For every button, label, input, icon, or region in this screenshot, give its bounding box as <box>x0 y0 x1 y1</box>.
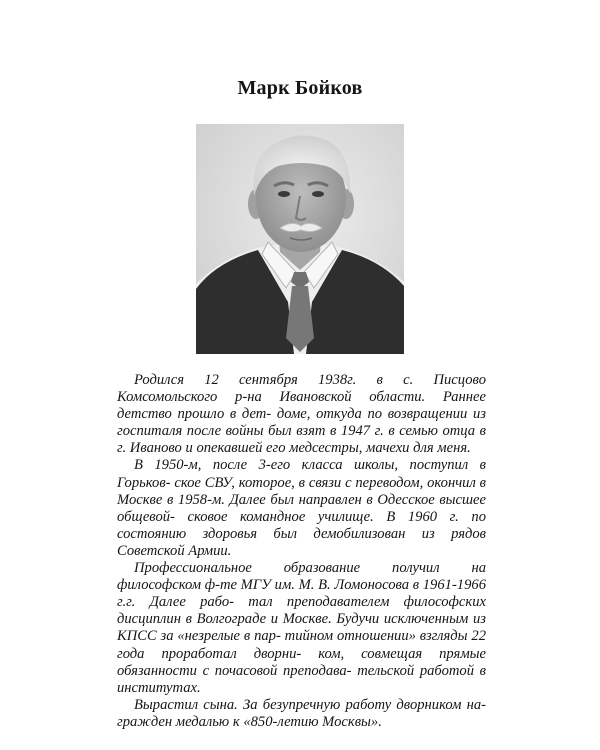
bio-paragraph: В 1950-м, после 3-его класса школы, поступил в Горьков- ское СВУ, которое, в связи с переводом, окончил в Москве в 1958-м. Далее был направлен в Одесское высшее общевой- сковое командное училище. В 1960 г. по состоянию здоровья был демобилизован из рядов Советской Армии. <box>117 457 486 559</box>
portrait-photo <box>196 124 404 354</box>
biography-text <box>117 372 486 731</box>
bio-paragraph: Родился 12 сентября 1938г. в с. Писцово Комсомольского р-на Ивановской области. Раннее детство прошло в дет- доме, откуда по возвращении из госпиталя после войны был взят в 1947 г. в семью отца в г. Иваново и опекавшей его медсестры, мачехи для меня. <box>117 372 486 457</box>
bio-paragraph: Вырастил сына. За безупречную работу дворником на- гражден медалью к «850-летию Москвы». <box>117 696 486 730</box>
bio-paragraph: Профессиональное образование получил на философском ф-те МГУ им. М. В. Ломоносова в 1961-1966 г.г. Далее рабо- тал преподавателем философских дисциплин в Волгограде и Москве. Будучи исключенным из КПСС за «незрелые в пар- тийном отношении» взгляды 22 года проработал дворни- ком, совмещая прямые обязанности с почасовой преподава- тельской работой в институтах. <box>117 560 486 696</box>
page-title: Марк Бойков <box>237 77 363 99</box>
